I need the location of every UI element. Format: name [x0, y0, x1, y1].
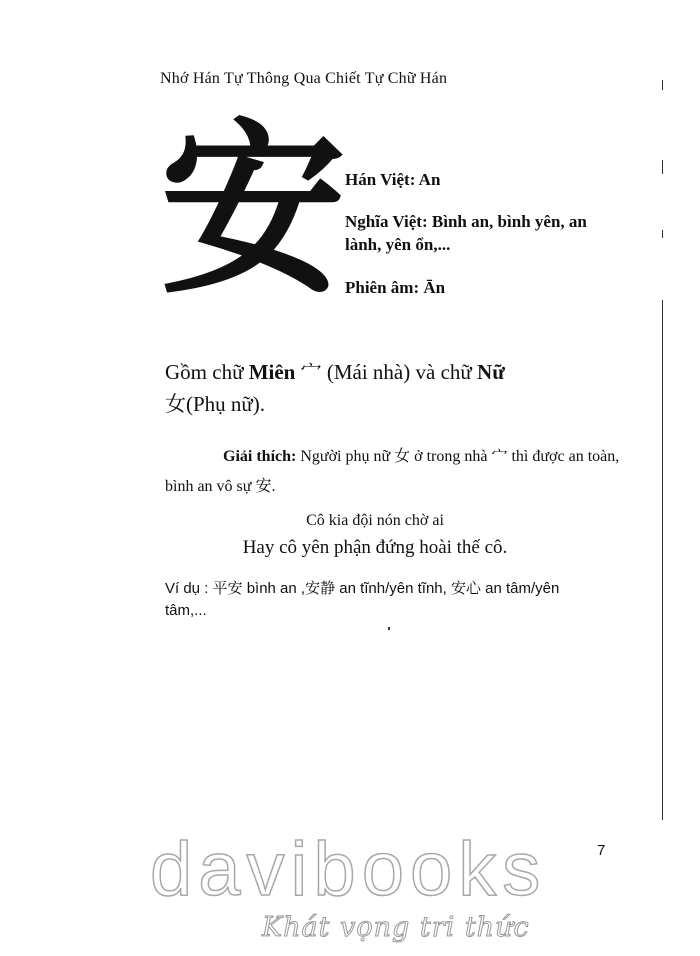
watermark-brand: davibooks — [150, 827, 547, 912]
explanation-paragraph — [165, 442, 635, 502]
main-hanzi-character: 安 — [160, 102, 347, 319]
pinyin-reading: Phiên âm: Ān — [345, 278, 446, 297]
scan-edge-mark — [662, 230, 663, 238]
scan-edge-mark — [662, 80, 663, 90]
scan-edge-line — [662, 300, 663, 820]
scan-edge-mark — [662, 160, 663, 174]
composition-paragraph — [165, 356, 635, 420]
poem-line-2: Hay cô yên phận đứng hoài thế cô. — [242, 537, 508, 558]
radical-char-nu: 女 — [165, 392, 186, 416]
vietnamese-meaning: Nghĩa Việt: Bình an, bình yên, an lành, yên ổn,... — [345, 212, 587, 254]
radical-gloss-nu: (Phụ nữ). — [186, 392, 266, 416]
example-paragraph: Ví dụ : 平安 bình an ,安静 an tĩnh/yên tĩnh, 安心 an tâm/yên tâm,... — [165, 580, 560, 619]
han-viet-reading: Hán Việt: An — [345, 170, 441, 189]
radical-char-mien: 宀 — [295, 360, 322, 384]
radical-name-nu: Nữ — [477, 360, 505, 384]
scan-speck — [388, 627, 390, 630]
radical-name-mien: Miên — [248, 360, 296, 384]
running-header: Nhớ Hán Tự Thông Qua Chiết Tự Chữ Hán — [160, 70, 448, 87]
explanation-text: Người phụ nữ 女 ở trong nhà 宀 thì được an toàn, bình an vô sự 安. — [165, 448, 620, 495]
watermark-tagline: Khát vọng tri thức — [262, 912, 530, 943]
radical-gloss-mien: (Mái nhà) và chữ — [321, 360, 478, 384]
page-number: 7 — [597, 842, 606, 859]
poem-line-1: Cô kia đội nón chờ ai — [306, 512, 444, 529]
explanation-label: Giải thích: — [223, 448, 297, 465]
composition-prefix: Gồm chữ — [165, 360, 249, 384]
